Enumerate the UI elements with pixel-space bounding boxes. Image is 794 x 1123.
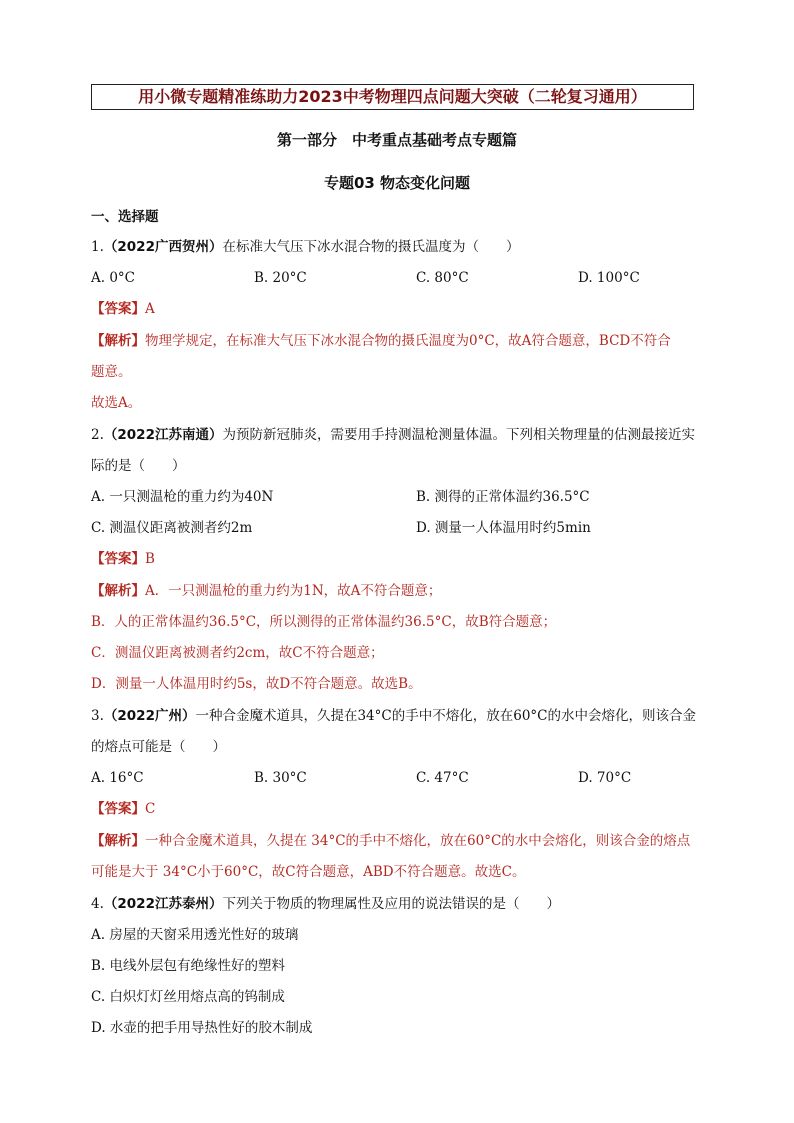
question-3-stem-line-2: 的熔点可能是（ ） [91,739,226,755]
q4-option-a: A. 房屋的天窗采用透光性好的玻璃 [91,927,299,943]
question-number: 2. [91,427,104,443]
question-source: （2022江苏泰州） [103,896,223,912]
question-2-stem-line-2: 际的是（ ） [91,458,186,474]
question-text: 下列关于物质的物理属性及应用的说法错误的是（ ） [222,896,560,912]
q2-analysis-line-1 [91,582,441,600]
q3-option-a: A. 16°C [91,770,144,786]
question-3-stem-line-1 [91,707,696,725]
section-heading: 一、选择题 [91,209,159,225]
answer-tag: 【答案】 [91,301,145,317]
analysis-tag: 【解析】 [91,583,145,599]
q1-option-d: D. 100°C [578,270,640,286]
q3-analysis-line-1 [91,832,690,850]
q1-option-b: B. 20°C [254,270,307,286]
q4-option-b: B. 电线外层包有绝缘性好的塑料 [91,958,286,974]
question-text: 在标准大气压下冰水混合物的摄氏温度为（ ） [222,239,520,255]
q2-answer [91,550,155,568]
q2-option-d: D. 测量一人体温用时约5min [416,520,591,536]
q2-option-c: C. 测温仪距离被测者约2m [91,520,253,536]
q2-analysis-line-4: D．测量一人体温用时约5s，故D不符合题意。故选B。 [91,676,422,692]
question-text: 一种合金魔术道具，久提在34°C的手中不熔化，放在60°C的水中会熔化，则该合金 [195,708,696,724]
q1-answer [91,300,155,318]
q2-option-b: B. 测得的正常体温约36.5°C [416,489,590,505]
question-number: 1. [91,239,104,255]
q4-option-c: C. 白炽灯灯丝用熔点高的钨制成 [91,989,285,1005]
q3-option-b: B. 30°C [254,770,307,786]
q4-option-d: D. 水壶的把手用导热性好的胶木制成 [91,1020,313,1036]
topic-title: 专题03 物态变化问题 [323,174,471,192]
question-number: 3. [91,708,104,724]
q1-analysis-line-2: 题意。 [91,364,132,380]
q2-option-a: A. 一只测温枪的重力约为40N [91,489,274,505]
answer-value: C [145,801,156,817]
answer-value: A [145,301,155,317]
q1-conclusion: 故选A。 [91,395,142,411]
answer-value: B [145,551,155,567]
question-2-stem-line-1 [91,426,695,444]
question-source: （2022江苏南通） [103,427,223,443]
question-text: 为预防新冠肺炎，需要用手持测温枪测量体温。下列相关物理量的估测最接近实 [222,427,695,443]
q3-option-d: D. 70°C [578,770,632,786]
document-banner-title: 用小微专题精准练助力2023中考物理四点问题大突破（二轮复习通用） [91,84,694,110]
q2-analysis-line-2: B．人的正常体温约36.5°C，所以测得的正常体温约36.5°C，故B符合题意； [91,614,557,630]
q1-option-c: C. 80°C [416,270,469,286]
question-source: （2022广州） [103,708,196,724]
question-number: 4. [91,896,104,912]
q3-analysis-line-2: 可能是大于 34°C小于60°C，故C符合题意，ABD不符合题意。故选C。 [91,864,526,880]
q2-analysis-line-3: C．测温仪距离被测者约2cm，故C不符合题意； [91,645,384,661]
q1-analysis-line-1 [91,332,671,350]
answer-tag: 【答案】 [91,551,145,567]
q3-option-c: C. 47°C [416,770,469,786]
q3-answer [91,800,155,818]
question-1-stem [91,238,519,256]
question-source: （2022广西贺州） [103,239,223,255]
analysis-text: 物理学规定，在标准大气压下冰水混合物的摄氏温度为0°C，故A符合题意，BCD不符合 [145,333,671,349]
analysis-tag: 【解析】 [91,833,145,849]
analysis-text: 一种合金魔术道具，久提在 34°C的手中不熔化，放在60°C的水中会熔化，则该合金的熔点 [145,833,691,849]
analysis-tag: 【解析】 [91,333,145,349]
part-title: 第一部分 中考重点基础考点专题篇 [276,131,517,149]
q1-option-a: A. 0°C [91,270,136,286]
answer-tag: 【答案】 [91,801,145,817]
question-4-stem [91,895,560,913]
analysis-text: A．一只测温枪的重力约为1N，故A不符合题意； [145,583,442,599]
